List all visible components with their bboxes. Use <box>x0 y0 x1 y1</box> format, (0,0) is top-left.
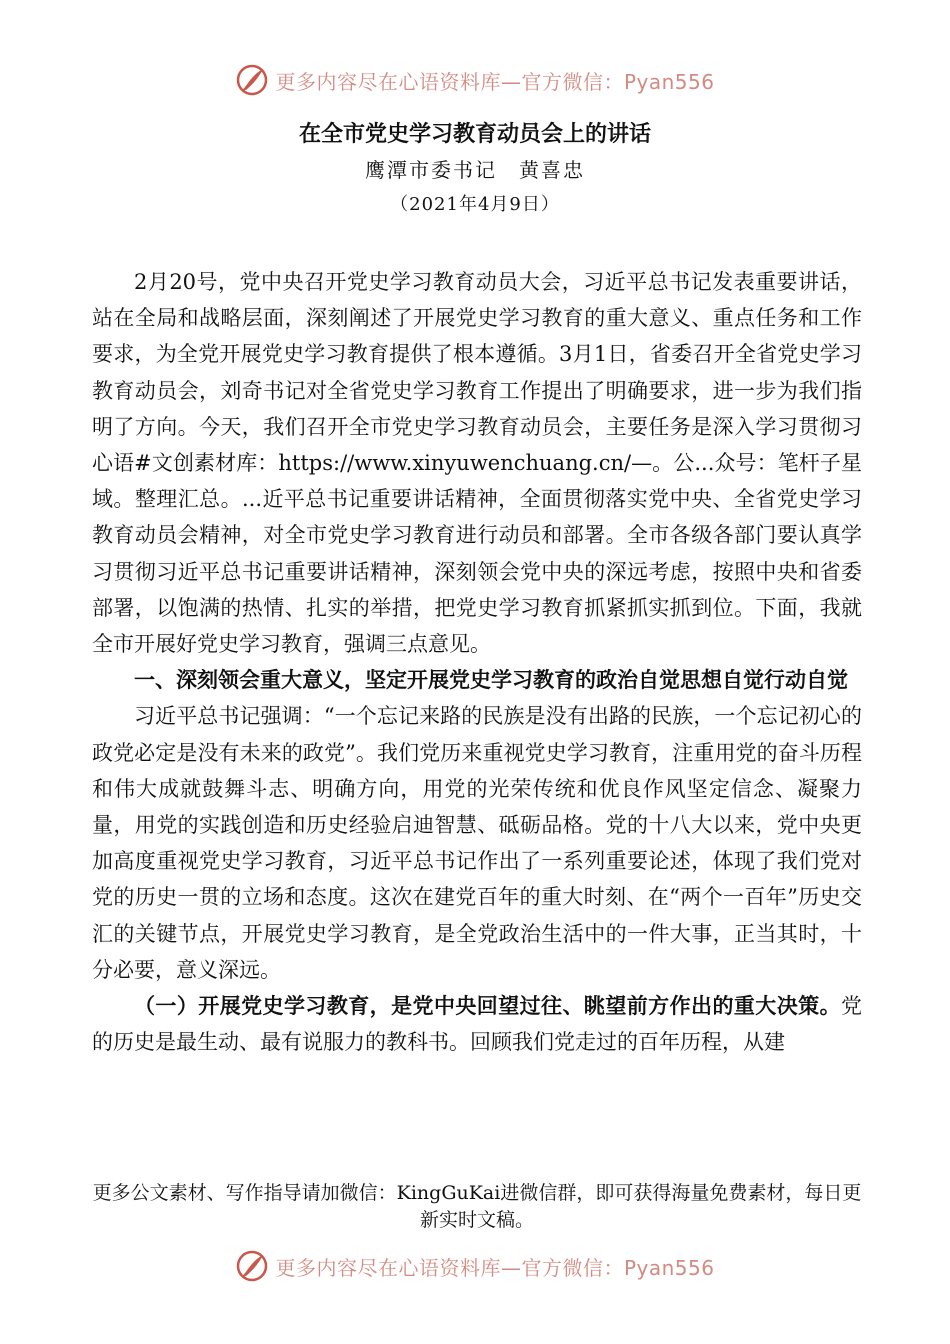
document-date: （2021年4月9日） <box>390 194 560 215</box>
watermark-text: 更多内容尽在心语资料库—官方微信：Pyan556 <box>275 69 715 94</box>
paragraph-intro: 2月20号，党中央召开党史学习教育动员大会，习近平总书记发表重要讲话，站在全局和战略层面，深刻阐述了开展党史学习教育的重大意义、重点任务和工作要求，为全党开展党史学习教育提供了根本遵循。3月1日，省委召开全省党史学习教育动员会，刘奇书记对全省党史学习教育工作提出了明确要求，进一步为我们指明了方向。今天，我们召开全市党史学习教育动员会，主要任务是深入学习贯彻习心语#文创素材库：https://www.xinyuwenchuang.cn/—。公...众号：笔杆子星域。整理汇总。...近平总书记重要讲话精神，全面贯彻落实党中央、全省党史学习教育动员会精神，对全市党史学习教育进行动员和部署。全市各级各部门要认真学习贯彻习近平总书记重要讲话精神，深刻领会党中央的深远考虑，按照中央和省委部署，以饱满的热情、扎实的举措，把党史学习教育抓紧抓实抓到位。下面，我就全市开展好党史学习教育，强调三点意见。 <box>92 270 862 657</box>
watermark-top <box>0 60 950 100</box>
document-header <box>0 118 950 222</box>
watermark-bottom <box>0 1246 950 1286</box>
quill-logo-icon <box>235 1249 269 1283</box>
quill-logo-icon <box>235 63 269 97</box>
subsection-text-1: 党的历史是最生动、最有说服力的教科书。回顾我们党走过的百年历程，从建 <box>92 994 862 1055</box>
section-heading-1: 一、深刻领会重大意义，坚定开展党史学习教育的政治自觉思想自觉行动自觉 <box>134 668 848 693</box>
paragraph-subsection-1 <box>92 988 862 1060</box>
document-author: 鹰潭市委书记 黄喜忠 <box>365 158 585 182</box>
paragraph-section-1: 习近平总书记强调：“一个忘记来路的民族是没有出路的民族，一个忘记初心的政党必定是没有未来的政党”。我们党历来重视党史学习教育，注重用党的奋斗历程和伟大成就鼓舞斗志、明确方向，用党的光荣传统和优良作风坚定信念、凝聚力量，用党的实践创造和历史经验启迪智慧、砥砺品格。党的十八大以来，党中央更加高度重视党史学习教育，习近平总书记作出了一系列重要论述，体现了我们党对党的历史一贯的立场和态度。这次在建党百年的重大时刻、在“两个一百年”历史交汇的关键节点，开展党史学习教育，是全党政治生活中的一件大事，正当其时，十分必要，意义深远。 <box>92 704 862 982</box>
document-body <box>92 264 862 1060</box>
subsection-heading-1: （一）开展党史学习教育，是党中央回望过往、眺望前方作出的重大决策。 <box>134 994 841 1019</box>
footer-note: 更多公文素材、写作指导请加微信：KingGuKai进微信群，即可获得海量免费素材，每日更新实时文稿。 <box>92 1182 862 1231</box>
watermark-text: 更多内容尽在心语资料库—官方微信：Pyan556 <box>275 1255 715 1280</box>
document-title: 在全市党史学习教育动员会上的讲话 <box>298 122 651 147</box>
